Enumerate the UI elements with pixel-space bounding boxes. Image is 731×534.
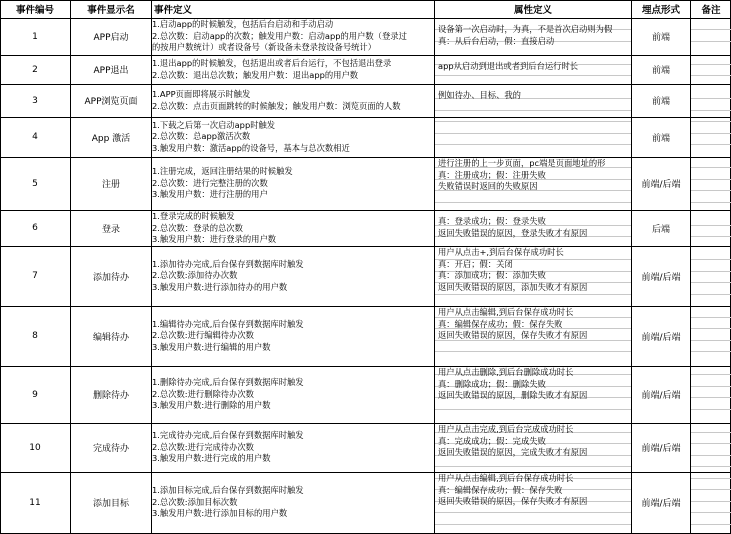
event-name-cell[interactable]: APP退出 <box>93 66 129 76</box>
event-name-cell[interactable]: 添加待办 <box>92 272 129 283</box>
tracking-type-cell[interactable]: 前端/后端 <box>641 332 681 343</box>
event-name-cell[interactable]: App 激活 <box>91 133 131 144</box>
attribute-line[interactable]: 真：编辑保存成功；假：保存失败 <box>438 318 563 329</box>
definition-line: 2.总次数:进行完成待办次数 <box>152 441 254 452</box>
header-notes[interactable]: 备注 <box>701 5 721 16</box>
notes-cell[interactable] <box>691 246 730 306</box>
event-name-cell[interactable]: APP启动 <box>93 33 129 43</box>
attribute-line[interactable]: 失败错误时返回的失败原因 <box>438 181 538 191</box>
definition-line: 1.删除待办完成,后台保存到数据库时触发 <box>152 377 304 388</box>
attribute-subline <box>435 202 631 203</box>
tracking-type-cell[interactable]: 前端/后端 <box>641 499 681 509</box>
definition-line: 3.触发用户数：进行登录的用户数 <box>152 234 277 244</box>
event-name-cell[interactable]: 添加目标 <box>92 499 129 509</box>
event-id-cell[interactable]: 1 <box>32 31 38 42</box>
attribute-line[interactable]: 真：添加成功；假：添加失败 <box>438 270 546 280</box>
definition-line: 2.总次数：登录的总次数 <box>152 222 243 233</box>
header-attribute-definition[interactable]: 属性定义 <box>513 5 552 16</box>
definition-line: 2.总次数：退出总次数；触发用户数：退出app的用户数 <box>152 69 359 80</box>
event-id-cell[interactable]: 11 <box>29 497 41 508</box>
tracking-type-cell[interactable]: 前端/后端 <box>641 444 681 454</box>
definition-line: 2.总次数:添加待办次数 <box>152 270 238 281</box>
tracking-type-cell[interactable]: 前端/后端 <box>641 272 681 283</box>
definition-line: 1.退出app的时候触发，包括退出或者后台运行，不包括退出登录 <box>152 58 392 68</box>
header-event-name[interactable]: 事件显示名 <box>87 5 135 16</box>
definition-line: 2.总次数：进行完整注册的次数 <box>152 177 268 188</box>
attribute-line[interactable]: 真：登录成功；假：登录失败 <box>438 216 546 226</box>
tracking-type-cell[interactable]: 前端 <box>651 33 670 43</box>
attribute-line[interactable]: 返回失败错误的原因，完成失败才有原因 <box>438 447 588 457</box>
definition-line: 1.启动app的时候触发，包括后台启动和手动启动 <box>152 19 334 30</box>
definition-line: 2.总次数：点击页面跳转的时候触发；触发用户数：浏览页面的人数 <box>152 100 401 111</box>
attribute-subline <box>435 524 631 525</box>
attribute-line[interactable]: 返回失败错误的原因，保存失败才有原因 <box>438 330 588 340</box>
attribute-subline <box>435 144 631 145</box>
event-id-cell[interactable]: 6 <box>32 223 38 233</box>
event-name-cell[interactable]: APP浏览页面 <box>84 97 138 107</box>
attribute-line[interactable]: 用户从点击完成,到后台完成成功时长 <box>438 424 574 434</box>
event-id-cell[interactable]: 8 <box>32 331 38 341</box>
event-definition-cell[interactable] <box>152 120 434 155</box>
definition-line: 2.总次数:添加目标次数 <box>152 496 238 507</box>
row-border <box>0 0 731 1</box>
attribute-subline <box>435 110 631 111</box>
definition-line: 3.触发用户数：进行注册的用户 <box>152 189 268 200</box>
event-definition-cell[interactable] <box>152 89 434 112</box>
notes-cell[interactable] <box>691 306 730 366</box>
attribute-subline <box>435 351 631 352</box>
tracking-type-cell[interactable]: 前端 <box>651 133 670 144</box>
definition-line: 1.注册完成，返回注册结果的时候触发 <box>152 166 293 177</box>
definition-line: 2.总次数：总app激活次数 <box>152 131 251 142</box>
attribute-line[interactable]: 真：注册成功；假：注册失败 <box>438 169 546 180</box>
attribute-line[interactable]: 用户从点击编辑,到后台保存成功时长 <box>438 473 574 483</box>
event-id-cell[interactable]: 4 <box>32 132 38 142</box>
attribute-line[interactable]: 真：编辑保存成功；假：保存失败 <box>438 484 563 495</box>
attribute-line[interactable]: 用户从点击+,到后台保存成功时长 <box>438 247 564 257</box>
event-definition-cell[interactable] <box>152 211 434 246</box>
event-id-cell[interactable]: 5 <box>32 178 38 189</box>
attribute-line[interactable]: 返回失败错误的原因，删除失败才有原因 <box>438 390 588 400</box>
attribute-line[interactable]: 真：从后台启动，假：直接启动 <box>438 35 555 46</box>
notes-cell[interactable] <box>691 210 730 246</box>
notes-cell[interactable] <box>691 423 730 472</box>
attribute-subline <box>435 409 631 410</box>
definition-line: 2.总次数：启动app的次数；触发用户数：启动app的用户数（登录过 <box>152 30 407 41</box>
notes-cell[interactable] <box>691 472 730 533</box>
notes-cell[interactable] <box>691 84 730 117</box>
attribute-subline <box>435 121 631 122</box>
attribute-subline <box>435 75 631 76</box>
attribute-line[interactable]: 返回失败错误的原因，登录失败才有原因 <box>438 227 588 238</box>
event-definition-cell[interactable] <box>152 485 434 520</box>
definition-line: 1.添加待办完成,后台保存到数据库时触发 <box>152 258 304 269</box>
event-definition-cell[interactable] <box>152 166 434 201</box>
event-definition-cell[interactable] <box>152 19 434 54</box>
definition-line: 3.触发用户数:进行删除的用户数 <box>152 400 271 411</box>
notes-cell[interactable] <box>691 157 730 210</box>
attribute-line[interactable]: 返回失败错误的原因，添加失败才有原因 <box>438 281 588 292</box>
event-id-cell[interactable]: 7 <box>32 271 38 281</box>
event-definition-cell[interactable] <box>152 377 434 412</box>
event-name-cell[interactable]: 完成待办 <box>92 444 129 454</box>
definition-line: 1.APP页面即将展示时触发 <box>152 89 251 99</box>
attribute-line[interactable]: 例如待办、目标、我的 <box>438 90 521 100</box>
event-id-cell[interactable]: 9 <box>32 389 38 400</box>
attribute-line[interactable]: 用户从点击编辑,到后台保存成功时长 <box>438 307 574 317</box>
attribute-line[interactable]: 用户从点击删除,到后台删除成功时长 <box>438 367 574 377</box>
tracking-type-cell[interactable]: 前端 <box>651 66 670 76</box>
definition-line: 1.下载之后第一次启动app时触发 <box>152 119 276 130</box>
header-tracking-type[interactable]: 埋点形式 <box>641 5 680 16</box>
definition-line: 1.完成待办完成,后台保存到数据库时触发 <box>152 430 304 441</box>
event-id-cell[interactable]: 3 <box>32 95 38 106</box>
attribute-subline <box>435 512 631 513</box>
event-name-cell[interactable]: 编辑待办 <box>92 332 129 343</box>
attribute-subline <box>435 294 631 295</box>
event-id-cell[interactable]: 10 <box>29 442 41 453</box>
column-border <box>434 0 435 533</box>
attribute-line[interactable]: 设备第一次启动时，为真，不是首次启动则为假 <box>438 24 613 34</box>
notes-cell[interactable] <box>691 366 730 423</box>
attribute-subline <box>435 466 631 467</box>
event-id-cell[interactable]: 2 <box>32 64 38 75</box>
definition-line: 3.触发用户数:进行完成的用户数 <box>152 453 271 464</box>
definition-line: 3.触发用户数:进行添加目标的用户数 <box>152 508 288 519</box>
notes-cell[interactable] <box>691 117 730 157</box>
definition-line: 3.触发用户数:进行编辑的用户数 <box>152 341 271 352</box>
event-definition-cell[interactable] <box>152 430 434 465</box>
event-name-cell[interactable]: 注册 <box>101 180 120 190</box>
tracking-type-cell[interactable]: 前端 <box>651 97 670 107</box>
definition-line: 3.触发用户数：激活app的设备号，基本与总次数相近 <box>152 142 350 153</box>
event-definition-cell[interactable] <box>152 319 434 354</box>
definition-line: 2.总次数:进行编辑待办次数 <box>152 330 254 341</box>
event-name-cell[interactable]: 删除待办 <box>92 391 129 401</box>
attribute-line[interactable]: app从启动到退出或者到后台运行时长 <box>438 61 579 71</box>
event-definition-cell[interactable] <box>152 58 434 81</box>
attribute-line[interactable]: 真：完成成功；假：完成失败 <box>438 435 546 446</box>
event-name-cell[interactable]: 登录 <box>101 224 120 235</box>
definition-line: 3.触发用户数:进行添加待办的用户数 <box>152 281 288 292</box>
attribute-line[interactable]: 真：删除成功；假：删除失败 <box>438 378 546 389</box>
tracking-type-cell[interactable]: 前端/后端 <box>641 180 681 190</box>
definition-line: 的按用户数统计）或者设备号（新设备未登录按设备号统计） <box>152 42 377 53</box>
attribute-line[interactable]: 返回失败错误的原因，保存失败才有原因 <box>438 496 588 506</box>
header-event-id[interactable]: 事件编号 <box>15 5 54 16</box>
definition-line: 2.总次数:进行删除待办次数 <box>152 388 254 399</box>
definition-line: 1.编辑待办完成,后台保存到数据库时触发 <box>152 318 304 329</box>
definition-line: 1.添加目标完成,后台保存到数据库时触发 <box>152 485 304 496</box>
attribute-line[interactable]: 进行注册的上一步页面，pc端是页面地址的形 <box>438 158 606 168</box>
event-definition-cell[interactable] <box>152 259 434 294</box>
definition-line: 1.登录完成的时候触发 <box>152 211 235 221</box>
tracking-type-cell[interactable]: 前端/后端 <box>641 391 681 401</box>
tracking-type-cell[interactable]: 后端 <box>651 224 670 235</box>
notes-cell[interactable] <box>691 55 730 84</box>
attribute-line[interactable]: 真：开启；假：关闭 <box>438 258 513 269</box>
header-event-definition[interactable]: 事件定义 <box>154 5 193 16</box>
notes-cell[interactable] <box>691 18 730 55</box>
attribute-subline <box>435 133 631 134</box>
